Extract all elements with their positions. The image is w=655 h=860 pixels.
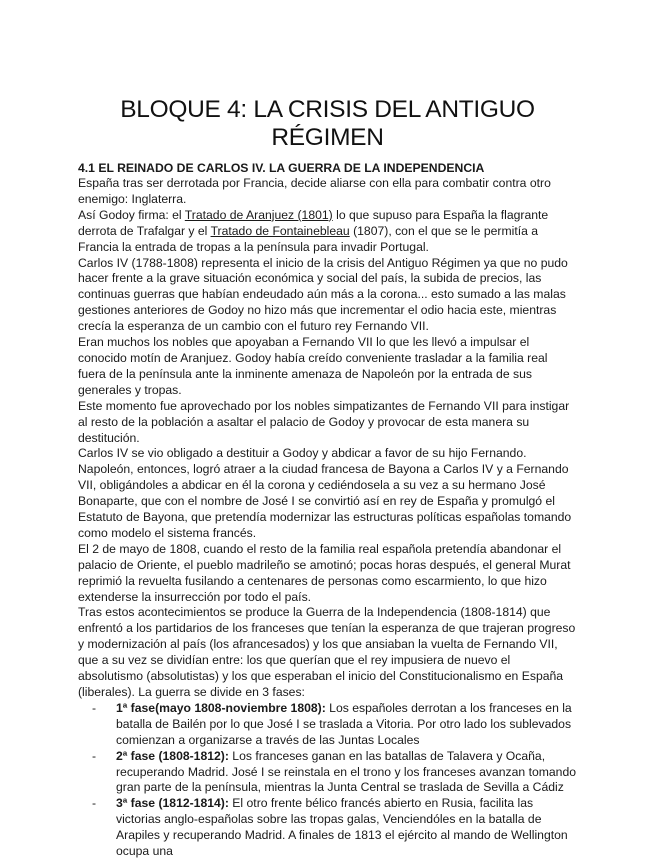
section-heading: 4.1 EL REINADO DE CARLOS IV. LA GUERRA DE LA INDEPENDENCIA bbox=[78, 161, 485, 175]
page-title: BLOQUE 4: LA CRISIS DEL ANTIGUO RÉGIMEN bbox=[120, 96, 535, 151]
treaties-text-a: Así Godoy firma: el bbox=[78, 207, 185, 222]
paragraph-intro: España tras ser derrotada por Francia, decide aliarse con ella para combatir contra otro enemigo: Inglaterra. bbox=[78, 176, 551, 206]
treaty-aranjuez-link[interactable]: Tratado de Aranjuez (1801) bbox=[184, 207, 333, 222]
treaty-fontainebleau-link[interactable]: Tratado de Fontainebleau bbox=[210, 223, 350, 238]
phase-label: 2ª fase (1808-1812): bbox=[116, 748, 229, 763]
paragraph-carlos-iv: Carlos IV (1788-1808) representa el inicio de la crisis del Antiguo Régimen ya que no pudo hacer frente a la grave situación económica y social del país, la subida de precios, las continuas guerras que habían endeudado aún más a la corona... esto sumado a las malas gestiones anteriores de Godoy no hizo más que incrementar el odio hacia este, mientras crecía la esperanza de un cambio con el futuro rey Fernando VII. bbox=[78, 255, 568, 334]
phase-text: Los franceses ganan en las batallas de Talavera y Ocaña, recuperando Madrid. José I se reinstala en el trono y los franceses avanzan tomando gran parte de la península, mientras la Junta Central se traslada de Sevilla a Cádiz bbox=[116, 748, 577, 795]
treaties-text-c: (1807), con el que se le permitía a Francia la entrada de tropas a la península para invadir Portugal. bbox=[78, 223, 539, 254]
paragraph-guerra: Tras estos acontecimientos se produce la Guerra de la Independencia (1808-1814) que enfrentó a los partidarios de los franceses que tenían la esperanza de que trajeran progreso y modernización al país (los afrancesados) y los que ansiaban la vuelta de Fernando VII, que a su vez se dividían entre: los que querían que el rey impusiera de nuevo el absolutismo (absolutistas) y los que esperaban el inicio del Constitucionalismo en España (liberales). La guerra se divide en 3 fases: bbox=[78, 605, 576, 699]
paragraph-nobles: Este momento fue aprovechado por los nobles simpatizantes de Fernando VII para instigar al resto de la población a asaltar el palacio de Godoy y provocar de esta manera su destitución. bbox=[78, 398, 570, 445]
phase-label: 3ª fase (1812-1814): bbox=[116, 796, 229, 811]
paragraph-treaties bbox=[78, 208, 577, 256]
list-item bbox=[78, 796, 577, 860]
bullet-dash: - bbox=[92, 700, 97, 715]
phase-label: 1ª fase(mayo 1808-noviembre 1808): bbox=[116, 700, 326, 715]
bullet-dash: - bbox=[92, 796, 97, 811]
paragraph-bayona: Carlos IV se vio obligado a destituir a Godoy y abdicar a favor de su hijo Fernando. Napoleón, entonces, logró atraer a la ciudad francesa de Bayona a Carlos IV y a Fernando VII, obligándoles a abdicar en él la corona y cediéndosela a su vez a su hermano José Bonaparte, que con el nombre de José I se convirtió así en rey de España y promulgó el Estatuto de Bayona, que pretendía modernizar las estructuras políticas españolas tomando como modelo el sistema francés. bbox=[78, 446, 572, 540]
list-item bbox=[78, 701, 577, 749]
paragraph-dos-de-mayo: El 2 de mayo de 1808, cuando el resto de la familia real española pretendía abandonar el palacio de Oriente, el pueblo madrileño se amotinó; pocas horas después, el general Murat reprimió la revuelta fusilando a centenares de personas como escarmiento, lo que hizo extenderse la insurrección por todo el país. bbox=[78, 541, 571, 604]
list-item bbox=[78, 749, 577, 797]
phase-text: Los españoles derrotan a los franceses en la batalla de Bailén por lo que José I se traslada a Vitoria. Por otro lado los sublevados comienzan a organizarse a través de las Juntas Locales bbox=[116, 700, 572, 747]
paragraph-motin-aranjuez: Eran muchos los nobles que apoyaban a Fernando VII lo que les llevó a impulsar el conocido motín de Aranjuez. Godoy había creído conveniente trasladar a la familia real fuera de la península ante la inminente amenaza de Napoleón por la entrada de sus generales y tropas. bbox=[78, 335, 548, 397]
treaties-text-b: lo que supuso para España la flagrante derrota de Trafalgar y el bbox=[78, 207, 549, 238]
phase-text: El otro frente bélico francés abierto en Rusia, facilita las victorias anglo-españolas sobre las tropas galas, Venciendóles en la batalla de Arapiles y recuperando Madrid. A finales de 1813 el ejército al mando de Wellington ocupa una bbox=[116, 796, 568, 859]
bullet-dash: - bbox=[92, 748, 97, 763]
phases-list bbox=[78, 701, 577, 860]
